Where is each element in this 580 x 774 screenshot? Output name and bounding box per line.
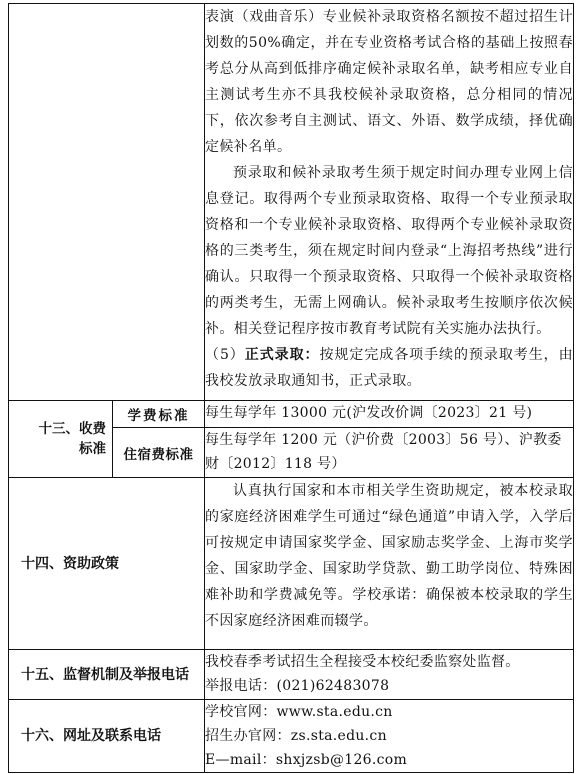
alternate-admission-paragraph: 表演（戏曲音乐）专业候补录取资格名额按不超过招生计划数的50%确定，并在专业资格考试合格的基础上按照春考总分从高到低排序确定候补录取名单，缺考相应专业自主测试考生亦不具我校候补录取资格，总分相同的情况下，依次参考自主测试、语文、外语、数学成绩，择优确定候补名单。 <box>205 9 573 155</box>
formal-admission-heading: 正式录取： <box>244 347 320 363</box>
section-14-row <box>9 478 574 650</box>
section-15-row <box>9 650 574 700</box>
section-13-label-line2: 标准 <box>79 441 106 457</box>
admissions-website: 招生办官网：zs.sta.edu.cn <box>205 728 387 744</box>
section-14-label: 十四、资助政策 <box>9 478 205 650</box>
section-15-content <box>205 650 574 700</box>
section-13-label <box>9 401 113 478</box>
formal-admission-text: 按规定完成各项手续的预录取考生，由我校发放录取通知书，正式录取。 <box>205 347 574 389</box>
tuition-label: 学费标准 <box>113 401 205 428</box>
admission-info-table <box>8 3 574 773</box>
lodging-text: 每生每学年 1200 元（沪价费〔2003〕56 号）、沪教委财〔2012〕118 号） <box>205 428 574 478</box>
section-14-content <box>205 478 574 650</box>
section-16-label: 十六、网址及联系电话 <box>9 700 205 773</box>
continuation-content-cell <box>205 4 574 401</box>
continuation-row <box>9 4 574 401</box>
lodging-label: 住宿费标准 <box>113 428 205 478</box>
continuation-label-cell <box>9 4 205 401</box>
report-phone: 举报电话：(021)62483078 <box>205 678 390 694</box>
tuition-text: 每生每学年 13000 元(沪发改价调〔2023〕21 号) <box>205 401 574 428</box>
registration-paragraph: 预录取和候补录取考生须于规定时间办理专业网上信息登记。取得两个专业预录取资格、取得一个专业预录取资格和一个专业候补录取资格、取得两个专业候补录取资格的三类考生，须在规定时间内登录“上海招考热线”进行确认。只取得一个预录取资格、只取得一个候补录取资格的两类考生，无需上网确认。候补录取考生按顺序依次候补。相关登记程序按市教育考试院有关实施办法执行。 <box>205 165 573 337</box>
formal-admission-paragraph <box>205 342 573 394</box>
section-16-row <box>9 700 574 773</box>
section-16-content <box>205 700 574 773</box>
fee-row-tuition <box>9 401 574 428</box>
section-15-label: 十五、监督机制及举报电话 <box>9 650 205 700</box>
supervision-statement: 我校春季考试招生全程接受本校纪委监察处监督。 <box>205 654 520 670</box>
school-website: 学校官网：www.sta.edu.cn <box>205 704 393 720</box>
formal-admission-number: （5） <box>205 347 245 363</box>
financial-aid-paragraph: 认真执行国家和本市相关学生资助规定，被本校录取的家庭经济困难学生可通过“绿色通道”申请入学，入学后可按规定申请国家奖学金、国家励志奖学金、上海市奖学金、国家助学金、国家助学贷款、勤工助学岗位、特殊困难补助和学费减免等。学校承诺：确保被本校录取的学生不因家庭经济困难而辍学。 <box>205 483 573 629</box>
section-13-label-line1: 十三、收费 <box>38 421 106 437</box>
contact-email: E—mail：shxjzsb@126.com <box>205 752 408 768</box>
